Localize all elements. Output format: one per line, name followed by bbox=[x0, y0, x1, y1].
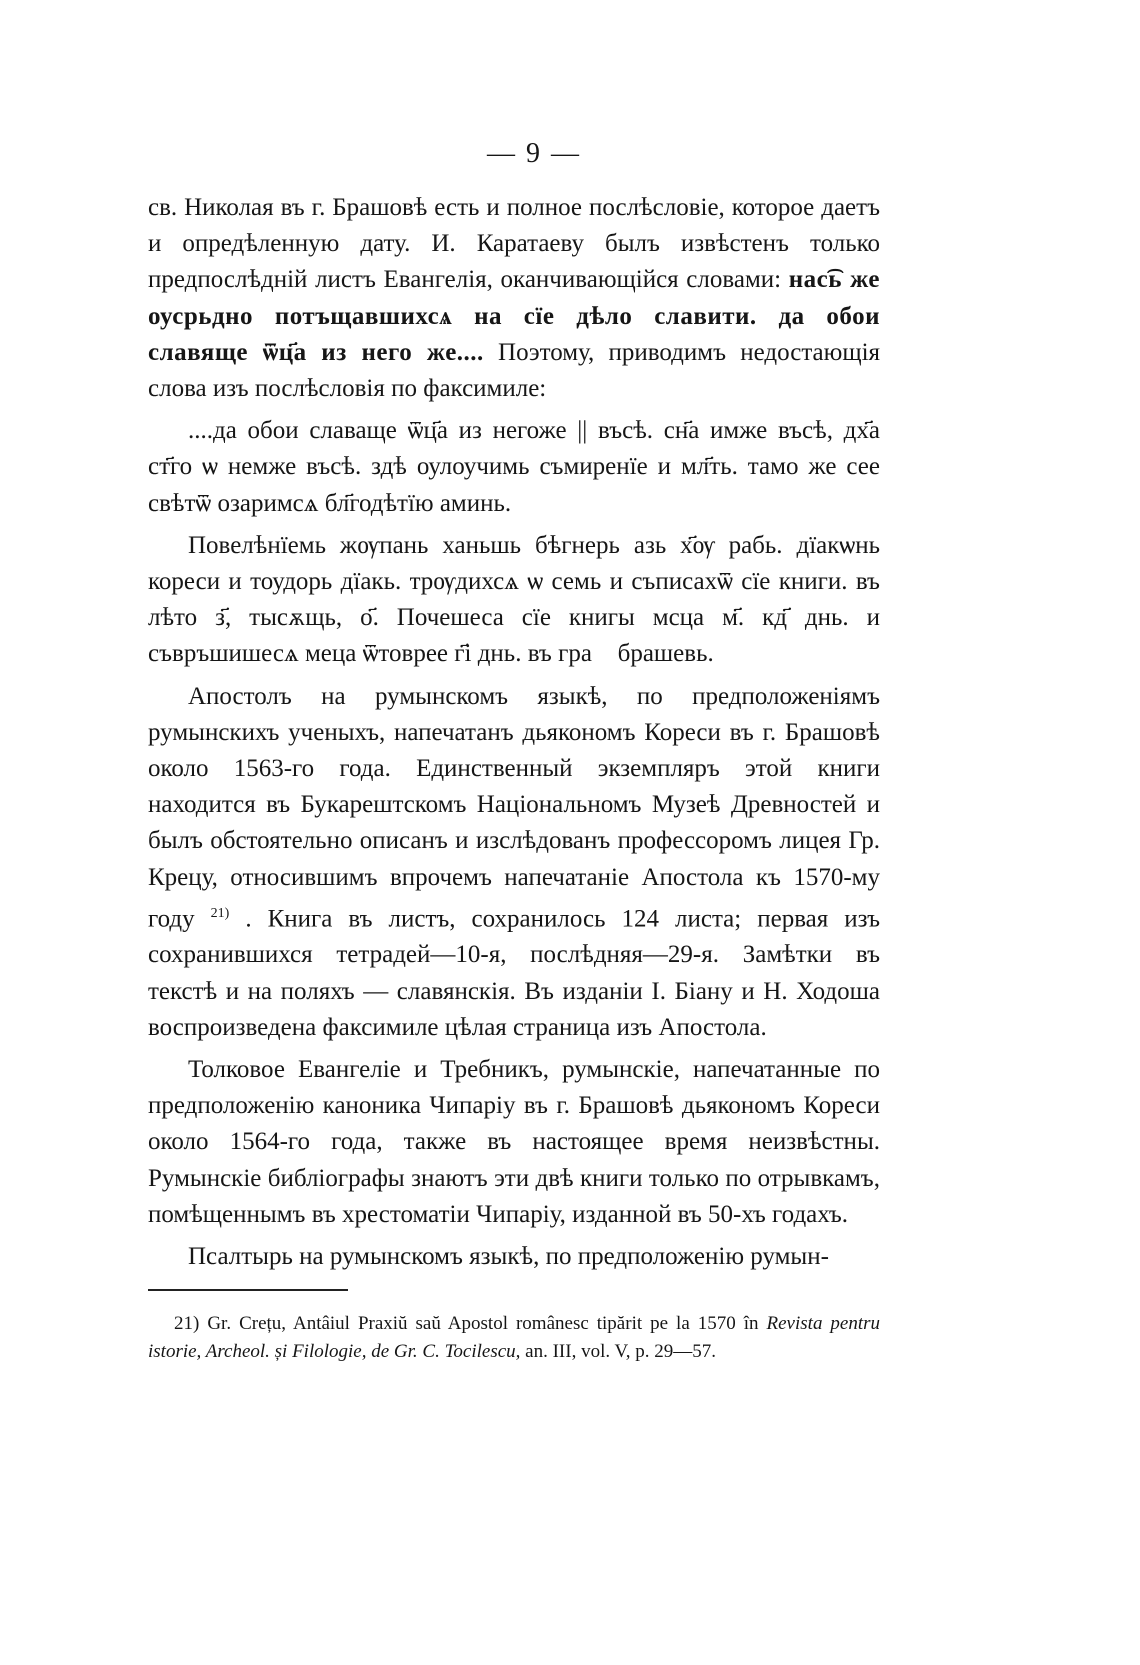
footnote-tail: an. III, vol. V, p. 29—57. bbox=[525, 1341, 717, 1363]
footnote-number: 21) bbox=[174, 1313, 200, 1335]
paragraph-apostol-text: Апостолъ на румынскомъ языкѣ, по предположеніямъ румынскихъ ученыхъ, напечатанъ дьякономъ Кореси въ г. Брашовѣ около 1563-го года. Единственный экземпляръ этой книги находится въ Букарештскомъ Національномъ Музеѣ Древностей и былъ обстоятельно описанъ и изслѣдованъ профессоромъ лицея Гр. Крецу, относившимъ впрочемъ напечатаніе Апостола къ 1570-му году bbox=[148, 682, 880, 933]
slavonic-quote-inline: нас͡ь же оусрьдно потъщавшихсѧ на сїе дѣло славити. да обои славяще ѿц҃а из него же.... bbox=[148, 266, 880, 366]
paragraph-evangelie: Толковое Евангеліе и Требникъ, румынскіе, напечатанные по предположенію каноника Чипаріу въ г. Брашовѣ дьякономъ Кореси около 1564-го года, также въ настоящее время неизвѣстны. Румынскіе библіографы знаютъ эти двѣ книги только по отрывкамъ, помѣщеннымъ въ хрестоматіи Чипаріу, изданной въ 50-хъ годахъ. bbox=[148, 1056, 880, 1228]
paragraph-1-tail: Поэтому, приводимъ недостающія слова изъ послѣсловія по факсимиле: bbox=[148, 338, 881, 403]
slavonic-quote-2: Повелѣнїемь жѹпань ханьшь бѣгнерь азь х҃ѹ рабь. дїакѡнь кореси и тоудорь дїакь. трѹдихсѧ ѡ семь и съписахѿ сїе книги. въ лѣто з҃, тысѫщь, о҃. Почешеса сїе книгы мсца м҃. кд҃ днь. и съвръшишесѧ меца ѿтоврее г҃і днь. въ граⷣ брашевь. bbox=[148, 531, 880, 668]
paragraph-1-text: св. Николая въ г. Брашовѣ есть и полное послѣсловіе, которое даетъ и опредѣленную дату. И. Каратаеву былъ извѣстенъ только предпослѣдній листъ Евангелія, оканчивающійся словами: bbox=[148, 194, 880, 294]
footnote-21 bbox=[148, 1310, 880, 1366]
paragraph-1 bbox=[148, 190, 880, 407]
footnote-lead: Gr. Crețu, Antâiul Praxiŭ saŭ Apostol românesc tipărit pe la 1570 în bbox=[207, 1313, 759, 1335]
paragraph-psaltyr: Псалтырь на румынскомъ языкѣ, по предположенію румын- bbox=[188, 1243, 829, 1271]
page-number: — 9 — bbox=[487, 138, 581, 169]
footnote-reference: 21) bbox=[210, 905, 230, 921]
document-page bbox=[148, 138, 880, 1385]
paragraph-apostol bbox=[148, 679, 880, 1046]
footnote-journal: Revista pentru istorie, Archeol. și Filologie, de Gr. C. Tocilescu, bbox=[148, 1313, 881, 1363]
paragraph-apostol-tail: . Книга въ листъ, сохранилось 124 листа; первая изъ сохранившихся тетрадей—10-я, послѣдняя—29-я. Замѣтки въ текстѣ и на поляхъ — славянскія. Въ изданіи І. Біану и Н. Ходоша воспроизведена факсимиле цѣлая страница изъ Апостола. bbox=[148, 905, 881, 1041]
footnote-divider bbox=[148, 1289, 348, 1291]
slavonic-quote-1: ....да обои славаще ѿц҃а из негоже || въсѣ. сн҃а имже въсѣ, дх҃а ст҃го ѡ немже въсѣ. здѣ оулоучимь съмиренїе и мл҃ть. тамо же сее свѣтѿ озаримсѧ бл҃годѣтїю аминь. bbox=[148, 417, 880, 517]
